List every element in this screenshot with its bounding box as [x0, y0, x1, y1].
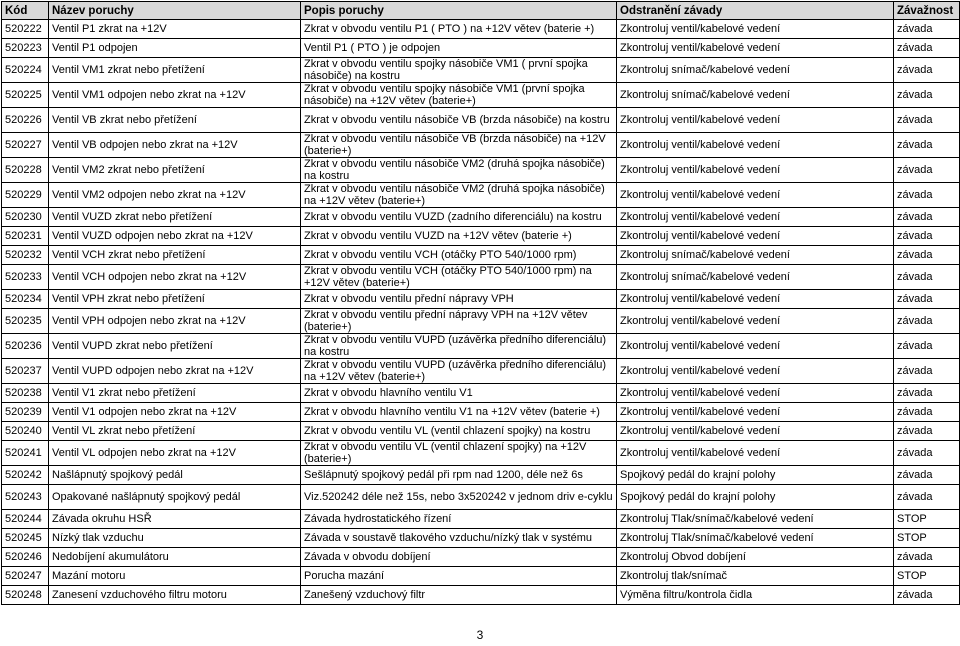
cell-severity: závada — [894, 227, 960, 246]
cell-fault-description: Zkrat v obvodu ventilu P1 ( PTO ) na +12V větev (baterie +) — [301, 20, 617, 39]
cell-fault-description: Ventil P1 ( PTO ) je odpojen — [301, 39, 617, 58]
table-row — [2, 133, 960, 158]
cell-fault-name: Ventil P1 zkrat na +12V — [49, 20, 301, 39]
cell-fault-description: Závada v obvodu dobíjení — [301, 548, 617, 567]
table-row — [2, 586, 960, 605]
cell-severity: závada — [894, 466, 960, 485]
cell-fault-name: Našlápnutý spojkový pedál — [49, 466, 301, 485]
fault-code-table — [1, 1, 960, 605]
cell-severity: závada — [894, 334, 960, 359]
cell-fault-description: Zkrat v obvodu ventilu VUPD (uzávěrka předního diferenciálu) na kostru — [301, 334, 617, 359]
cell-fault-name: Ventil VCH zkrat nebo přetížení — [49, 246, 301, 265]
cell-remedy: Zkontroluj ventil/kabelové vedení — [617, 441, 894, 466]
table-row — [2, 183, 960, 208]
cell-remedy: Spojkový pedál do krajní polohy — [617, 466, 894, 485]
cell-code: 520225 — [2, 83, 49, 108]
cell-fault-description: Sešlápnutý spojkový pedál při rpm nad 1200, déle než 6s — [301, 466, 617, 485]
cell-severity: závada — [894, 309, 960, 334]
cell-remedy: Zkontroluj snímač/kabelové vedení — [617, 83, 894, 108]
cell-severity: závada — [894, 208, 960, 227]
table-row — [2, 359, 960, 384]
table-row — [2, 510, 960, 529]
cell-code: 520243 — [2, 485, 49, 510]
header-remedy: Odstranění závady — [617, 2, 894, 20]
cell-code: 520245 — [2, 529, 49, 548]
cell-severity: STOP — [894, 510, 960, 529]
cell-severity: závada — [894, 265, 960, 290]
table-row — [2, 158, 960, 183]
cell-code: 520238 — [2, 384, 49, 403]
header-code: Kód — [2, 2, 49, 20]
cell-severity: závada — [894, 133, 960, 158]
cell-fault-name: Ventil VM1 zkrat nebo přetížení — [49, 58, 301, 83]
cell-code: 520231 — [2, 227, 49, 246]
table-row — [2, 246, 960, 265]
cell-code: 520228 — [2, 158, 49, 183]
cell-fault-name: Ventil VM2 zkrat nebo přetížení — [49, 158, 301, 183]
table-row — [2, 83, 960, 108]
cell-remedy: Zkontroluj ventil/kabelové vedení — [617, 39, 894, 58]
cell-fault-name: Ventil VL odpojen nebo zkrat na +12V — [49, 441, 301, 466]
cell-code: 520237 — [2, 359, 49, 384]
cell-code: 520227 — [2, 133, 49, 158]
cell-remedy: Zkontroluj snímač/kabelové vedení — [617, 265, 894, 290]
cell-severity: závada — [894, 485, 960, 510]
table-row — [2, 20, 960, 39]
table-row — [2, 290, 960, 309]
table-row — [2, 227, 960, 246]
cell-remedy: Zkontroluj ventil/kabelové vedení — [617, 227, 894, 246]
cell-code: 520230 — [2, 208, 49, 227]
cell-fault-name: Ventil VL zkrat nebo přetížení — [49, 422, 301, 441]
cell-fault-name: Ventil VCH odpojen nebo zkrat na +12V — [49, 265, 301, 290]
cell-fault-name: Ventil VPH odpojen nebo zkrat na +12V — [49, 309, 301, 334]
table-row — [2, 208, 960, 227]
cell-severity: závada — [894, 158, 960, 183]
cell-code: 520246 — [2, 548, 49, 567]
cell-code: 520241 — [2, 441, 49, 466]
cell-fault-name: Ventil VB zkrat nebo přetížení — [49, 108, 301, 133]
page-number: 3 — [476, 628, 484, 642]
cell-severity: závada — [894, 58, 960, 83]
cell-remedy: Zkontroluj ventil/kabelové vedení — [617, 108, 894, 133]
cell-code: 520224 — [2, 58, 49, 83]
cell-fault-name: Ventil V1 zkrat nebo přetížení — [49, 384, 301, 403]
cell-fault-name: Ventil VUPD zkrat nebo přetížení — [49, 334, 301, 359]
table-row — [2, 108, 960, 133]
cell-code: 520235 — [2, 309, 49, 334]
cell-fault-name: Ventil V1 odpojen nebo zkrat na +12V — [49, 403, 301, 422]
cell-code: 520226 — [2, 108, 49, 133]
cell-fault-name: Ventil VB odpojen nebo zkrat na +12V — [49, 133, 301, 158]
cell-fault-description: Zkrat v obvodu ventilu násobiče VB (brzda násobiče) na kostru — [301, 108, 617, 133]
cell-fault-name: Opakované našlápnutý spojkový pedál — [49, 485, 301, 510]
cell-fault-description: Zkrat v obvodu ventilu násobiče VM2 (druhá spojka násobiče) na kostru — [301, 158, 617, 183]
cell-remedy: Zkontroluj ventil/kabelové vedení — [617, 359, 894, 384]
cell-fault-description: Zkrat v obvodu ventilu VUZD na +12V větev (baterie +) — [301, 227, 617, 246]
cell-code: 520240 — [2, 422, 49, 441]
cell-code: 520222 — [2, 20, 49, 39]
cell-fault-description: Zkrat v obvodu hlavního ventilu V1 na +12V větev (baterie +) — [301, 403, 617, 422]
cell-code: 520229 — [2, 183, 49, 208]
table-row — [2, 265, 960, 290]
table-row — [2, 39, 960, 58]
table-row — [2, 441, 960, 466]
table-row — [2, 403, 960, 422]
cell-fault-description: Zkrat v obvodu ventilu přední nápravy VPH — [301, 290, 617, 309]
cell-severity: STOP — [894, 529, 960, 548]
cell-remedy: Zkontroluj Tlak/snímač/kabelové vedení — [617, 529, 894, 548]
cell-severity: závada — [894, 39, 960, 58]
cell-fault-description: Porucha mazání — [301, 567, 617, 586]
cell-fault-description: Viz.520242 déle než 15s, nebo 3x520242 v jednom driv e-cyklu — [301, 485, 617, 510]
cell-severity: závada — [894, 20, 960, 39]
cell-severity: závada — [894, 246, 960, 265]
cell-severity: závada — [894, 290, 960, 309]
cell-code: 520242 — [2, 466, 49, 485]
cell-code: 520244 — [2, 510, 49, 529]
cell-code: 520247 — [2, 567, 49, 586]
cell-remedy: Spojkový pedál do krajní polohy — [617, 485, 894, 510]
cell-remedy: Zkontroluj ventil/kabelové vedení — [617, 183, 894, 208]
cell-remedy: Zkontroluj ventil/kabelové vedení — [617, 133, 894, 158]
cell-remedy: Zkontroluj ventil/kabelové vedení — [617, 384, 894, 403]
cell-severity: závada — [894, 422, 960, 441]
header-severity: Závažnost — [894, 2, 960, 20]
cell-remedy: Zkontroluj tlak/snímač — [617, 567, 894, 586]
cell-code: 520232 — [2, 246, 49, 265]
cell-fault-name: Ventil VM2 odpojen nebo zkrat na +12V — [49, 183, 301, 208]
cell-severity: STOP — [894, 567, 960, 586]
cell-severity: závada — [894, 384, 960, 403]
cell-fault-description: Zkrat v obvodu ventilu VUZD (zadního diferenciálu) na kostru — [301, 208, 617, 227]
cell-fault-name: Zanesení vzduchového filtru motoru — [49, 586, 301, 605]
cell-fault-name: Ventil P1 odpojen — [49, 39, 301, 58]
cell-fault-name: Ventil VUZD zkrat nebo přetížení — [49, 208, 301, 227]
cell-fault-name: Ventil VUZD odpojen nebo zkrat na +12V — [49, 227, 301, 246]
cell-fault-description: Zkrat v obvodu ventilu VCH (otáčky PTO 540/1000 rpm) — [301, 246, 617, 265]
cell-severity: závada — [894, 359, 960, 384]
table-row — [2, 384, 960, 403]
cell-fault-description: Zkrat v obvodu ventilu násobiče VB (brzda násobiče) na +12V (baterie+) — [301, 133, 617, 158]
table-row — [2, 334, 960, 359]
cell-remedy: Zkontroluj snímač/kabelové vedení — [617, 246, 894, 265]
cell-remedy: Zkontroluj ventil/kabelové vedení — [617, 309, 894, 334]
table-row — [2, 466, 960, 485]
table-row — [2, 548, 960, 567]
cell-remedy: Zkontroluj ventil/kabelové vedení — [617, 422, 894, 441]
cell-remedy: Výměna filtru/kontrola čidla — [617, 586, 894, 605]
cell-remedy: Zkontroluj ventil/kabelové vedení — [617, 158, 894, 183]
cell-code: 520223 — [2, 39, 49, 58]
cell-remedy: Zkontroluj ventil/kabelové vedení — [617, 403, 894, 422]
cell-severity: závada — [894, 548, 960, 567]
cell-fault-description: Zanešený vzduchový filtr — [301, 586, 617, 605]
table-header-row — [2, 2, 960, 20]
cell-fault-name: Ventil VM1 odpojen nebo zkrat na +12V — [49, 83, 301, 108]
cell-severity: závada — [894, 108, 960, 133]
cell-fault-description: Zkrat v obvodu ventilu VL (ventil chlazení spojky) na kostru — [301, 422, 617, 441]
cell-fault-name: Ventil VPH zkrat nebo přetížení — [49, 290, 301, 309]
cell-fault-description: Zkrat v obvodu hlavního ventilu V1 — [301, 384, 617, 403]
cell-fault-description: Závada v soustavě tlakového vzduchu/nízký tlak v systému — [301, 529, 617, 548]
header-fault-description: Popis poruchy — [301, 2, 617, 20]
table-row — [2, 309, 960, 334]
cell-remedy: Zkontroluj snímač/kabelové vedení — [617, 58, 894, 83]
cell-severity: závada — [894, 441, 960, 466]
header-fault-name: Název poruchy — [49, 2, 301, 20]
cell-remedy: Zkontroluj ventil/kabelové vedení — [617, 208, 894, 227]
cell-fault-description: Zkrat v obvodu ventilu VUPD (uzávěrka předního diferenciálu) na +12V větev (baterie+) — [301, 359, 617, 384]
cell-severity: závada — [894, 586, 960, 605]
table-row — [2, 422, 960, 441]
cell-code: 520233 — [2, 265, 49, 290]
cell-remedy: Zkontroluj Obvod dobíjení — [617, 548, 894, 567]
table-row — [2, 58, 960, 83]
cell-fault-name: Ventil VUPD odpojen nebo zkrat na +12V — [49, 359, 301, 384]
cell-code: 520239 — [2, 403, 49, 422]
cell-fault-description: Zkrat v obvodu ventilu VCH (otáčky PTO 540/1000 rpm) na +12V větev (baterie+) — [301, 265, 617, 290]
cell-severity: závada — [894, 183, 960, 208]
cell-severity: závada — [894, 83, 960, 108]
table-row — [2, 567, 960, 586]
cell-remedy: Zkontroluj Tlak/snímač/kabelové vedení — [617, 510, 894, 529]
cell-remedy: Zkontroluj ventil/kabelové vedení — [617, 334, 894, 359]
cell-severity: závada — [894, 403, 960, 422]
cell-remedy: Zkontroluj ventil/kabelové vedení — [617, 290, 894, 309]
cell-fault-description: Zkrat v obvodu ventilu spojky násobiče VM1 ( první spojka násobiče) na kostru — [301, 58, 617, 83]
cell-fault-description: Zkrat v obvodu ventilu spojky násobiče VM1 (první spojka násobiče) na +12V větev (baterie+) — [301, 83, 617, 108]
cell-fault-name: Mazání motoru — [49, 567, 301, 586]
cell-remedy: Zkontroluj ventil/kabelové vedení — [617, 20, 894, 39]
cell-code: 520234 — [2, 290, 49, 309]
cell-fault-description: Zkrat v obvodu ventilu VL (ventil chlazení spojky) na +12V (baterie+) — [301, 441, 617, 466]
cell-fault-name: Nízký tlak vzduchu — [49, 529, 301, 548]
cell-fault-description: Zkrat v obvodu ventilu přední nápravy VPH na +12V větev (baterie+) — [301, 309, 617, 334]
cell-fault-name: Nedobíjení akumulátoru — [49, 548, 301, 567]
cell-fault-description: Závada hydrostatického řízení — [301, 510, 617, 529]
cell-fault-description: Zkrat v obvodu ventilu násobiče VM2 (druhá spojka násobiče) na +12V větev (baterie+) — [301, 183, 617, 208]
table-row — [2, 485, 960, 510]
cell-code: 520248 — [2, 586, 49, 605]
table-row — [2, 529, 960, 548]
cell-code: 520236 — [2, 334, 49, 359]
cell-fault-name: Závada okruhu HSŘ — [49, 510, 301, 529]
